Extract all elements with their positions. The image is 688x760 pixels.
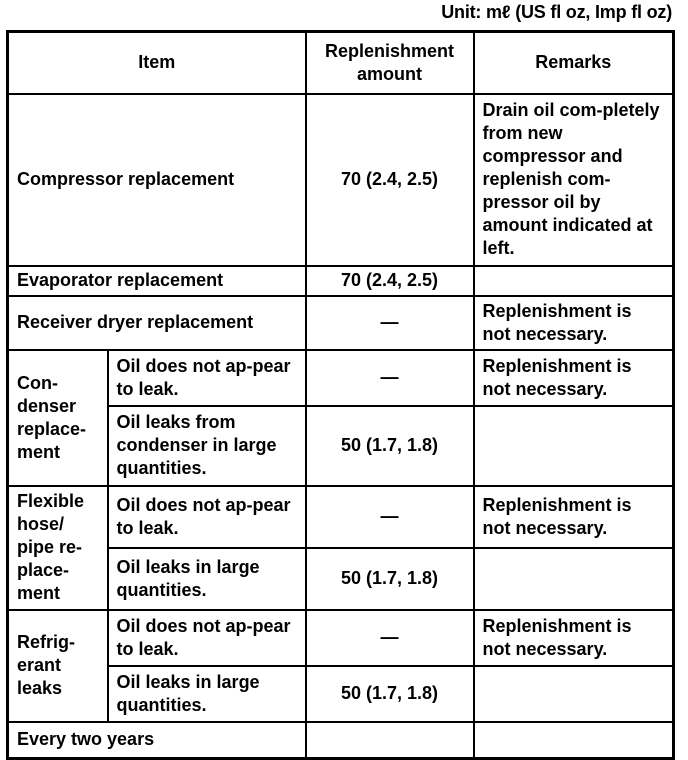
remarks-receiver-dryer: Replenishment is not necessary. [474,296,674,350]
table-row [8,94,674,266]
table-row [8,722,674,759]
amount-condenser-no-leak: — [306,350,474,406]
amount-evaporator: 70 (2.4, 2.5) [306,266,474,296]
item-every-two-years: Every two years [8,722,306,759]
table-row [8,486,674,548]
amount-hose-no-leak: — [306,486,474,548]
remarks-condenser-no-leak: Replenishment is not necessary. [474,350,674,406]
remarks-hose-no-leak: Replenishment is not necessary. [474,486,674,548]
remarks-every-two-years [474,722,674,759]
remarks-refrigerant-leak [474,666,674,722]
table-row [8,666,674,722]
amount-compressor: 70 (2.4, 2.5) [306,94,474,266]
item-hose-no-leak: Oil does not ap-pear to leak. [108,486,306,548]
header-amount [306,32,474,94]
remarks-condenser-leak [474,406,674,486]
group-condenser: Con-denser replace-ment [8,350,108,486]
amount-every-two-years [306,722,474,759]
header-row [8,32,674,94]
amount-refrigerant-no-leak: — [306,610,474,666]
table-row [8,406,674,486]
item-compressor: Compressor replacement [8,94,306,266]
item-condenser-no-leak: Oil does not ap-pear to leak. [108,350,306,406]
amount-receiver-dryer: — [306,296,474,350]
remarks-compressor: Drain oil com-pletely from new compressor and replenish com-pressor oil by amount indicated at left. [474,94,674,266]
unit-label: Unit: mℓ (US fl oz, Imp fl oz) [441,2,672,22]
table-row [8,266,674,296]
item-evaporator: Evaporator replacement [8,266,306,296]
remarks-hose-leak [474,548,674,610]
amount-refrigerant-leak: 50 (1.7, 1.8) [306,666,474,722]
table-row [8,548,674,610]
remarks-evaporator [474,266,674,296]
item-condenser-leak: Oil leaks from condenser in large quantities. [108,406,306,486]
item-refrigerant-no-leak: Oil does not ap-pear to leak. [108,610,306,666]
group-hose-pipe: Flexible hose/ pipe re-place-ment [8,486,108,610]
table-row [8,610,674,666]
header-remarks: Remarks [474,32,674,94]
amount-condenser-leak: 50 (1.7, 1.8) [306,406,474,486]
item-hose-leak: Oil leaks in large quantities. [108,548,306,610]
remarks-refrigerant-no-leak: Replenishment is not necessary. [474,610,674,666]
header-amount-line2: amount [357,63,423,84]
amount-hose-leak: 50 (1.7, 1.8) [306,548,474,610]
header-item: Item [8,32,306,94]
oil-replenishment-table [6,30,675,760]
item-receiver-dryer: Receiver dryer replacement [8,296,306,350]
table-row [8,296,674,350]
header-amount-line1: Replenishment [325,40,455,61]
table-row [8,350,674,406]
item-refrigerant-leak: Oil leaks in large quantities. [108,666,306,722]
group-refrigerant-leaks: Refrig-erant leaks [8,610,108,722]
